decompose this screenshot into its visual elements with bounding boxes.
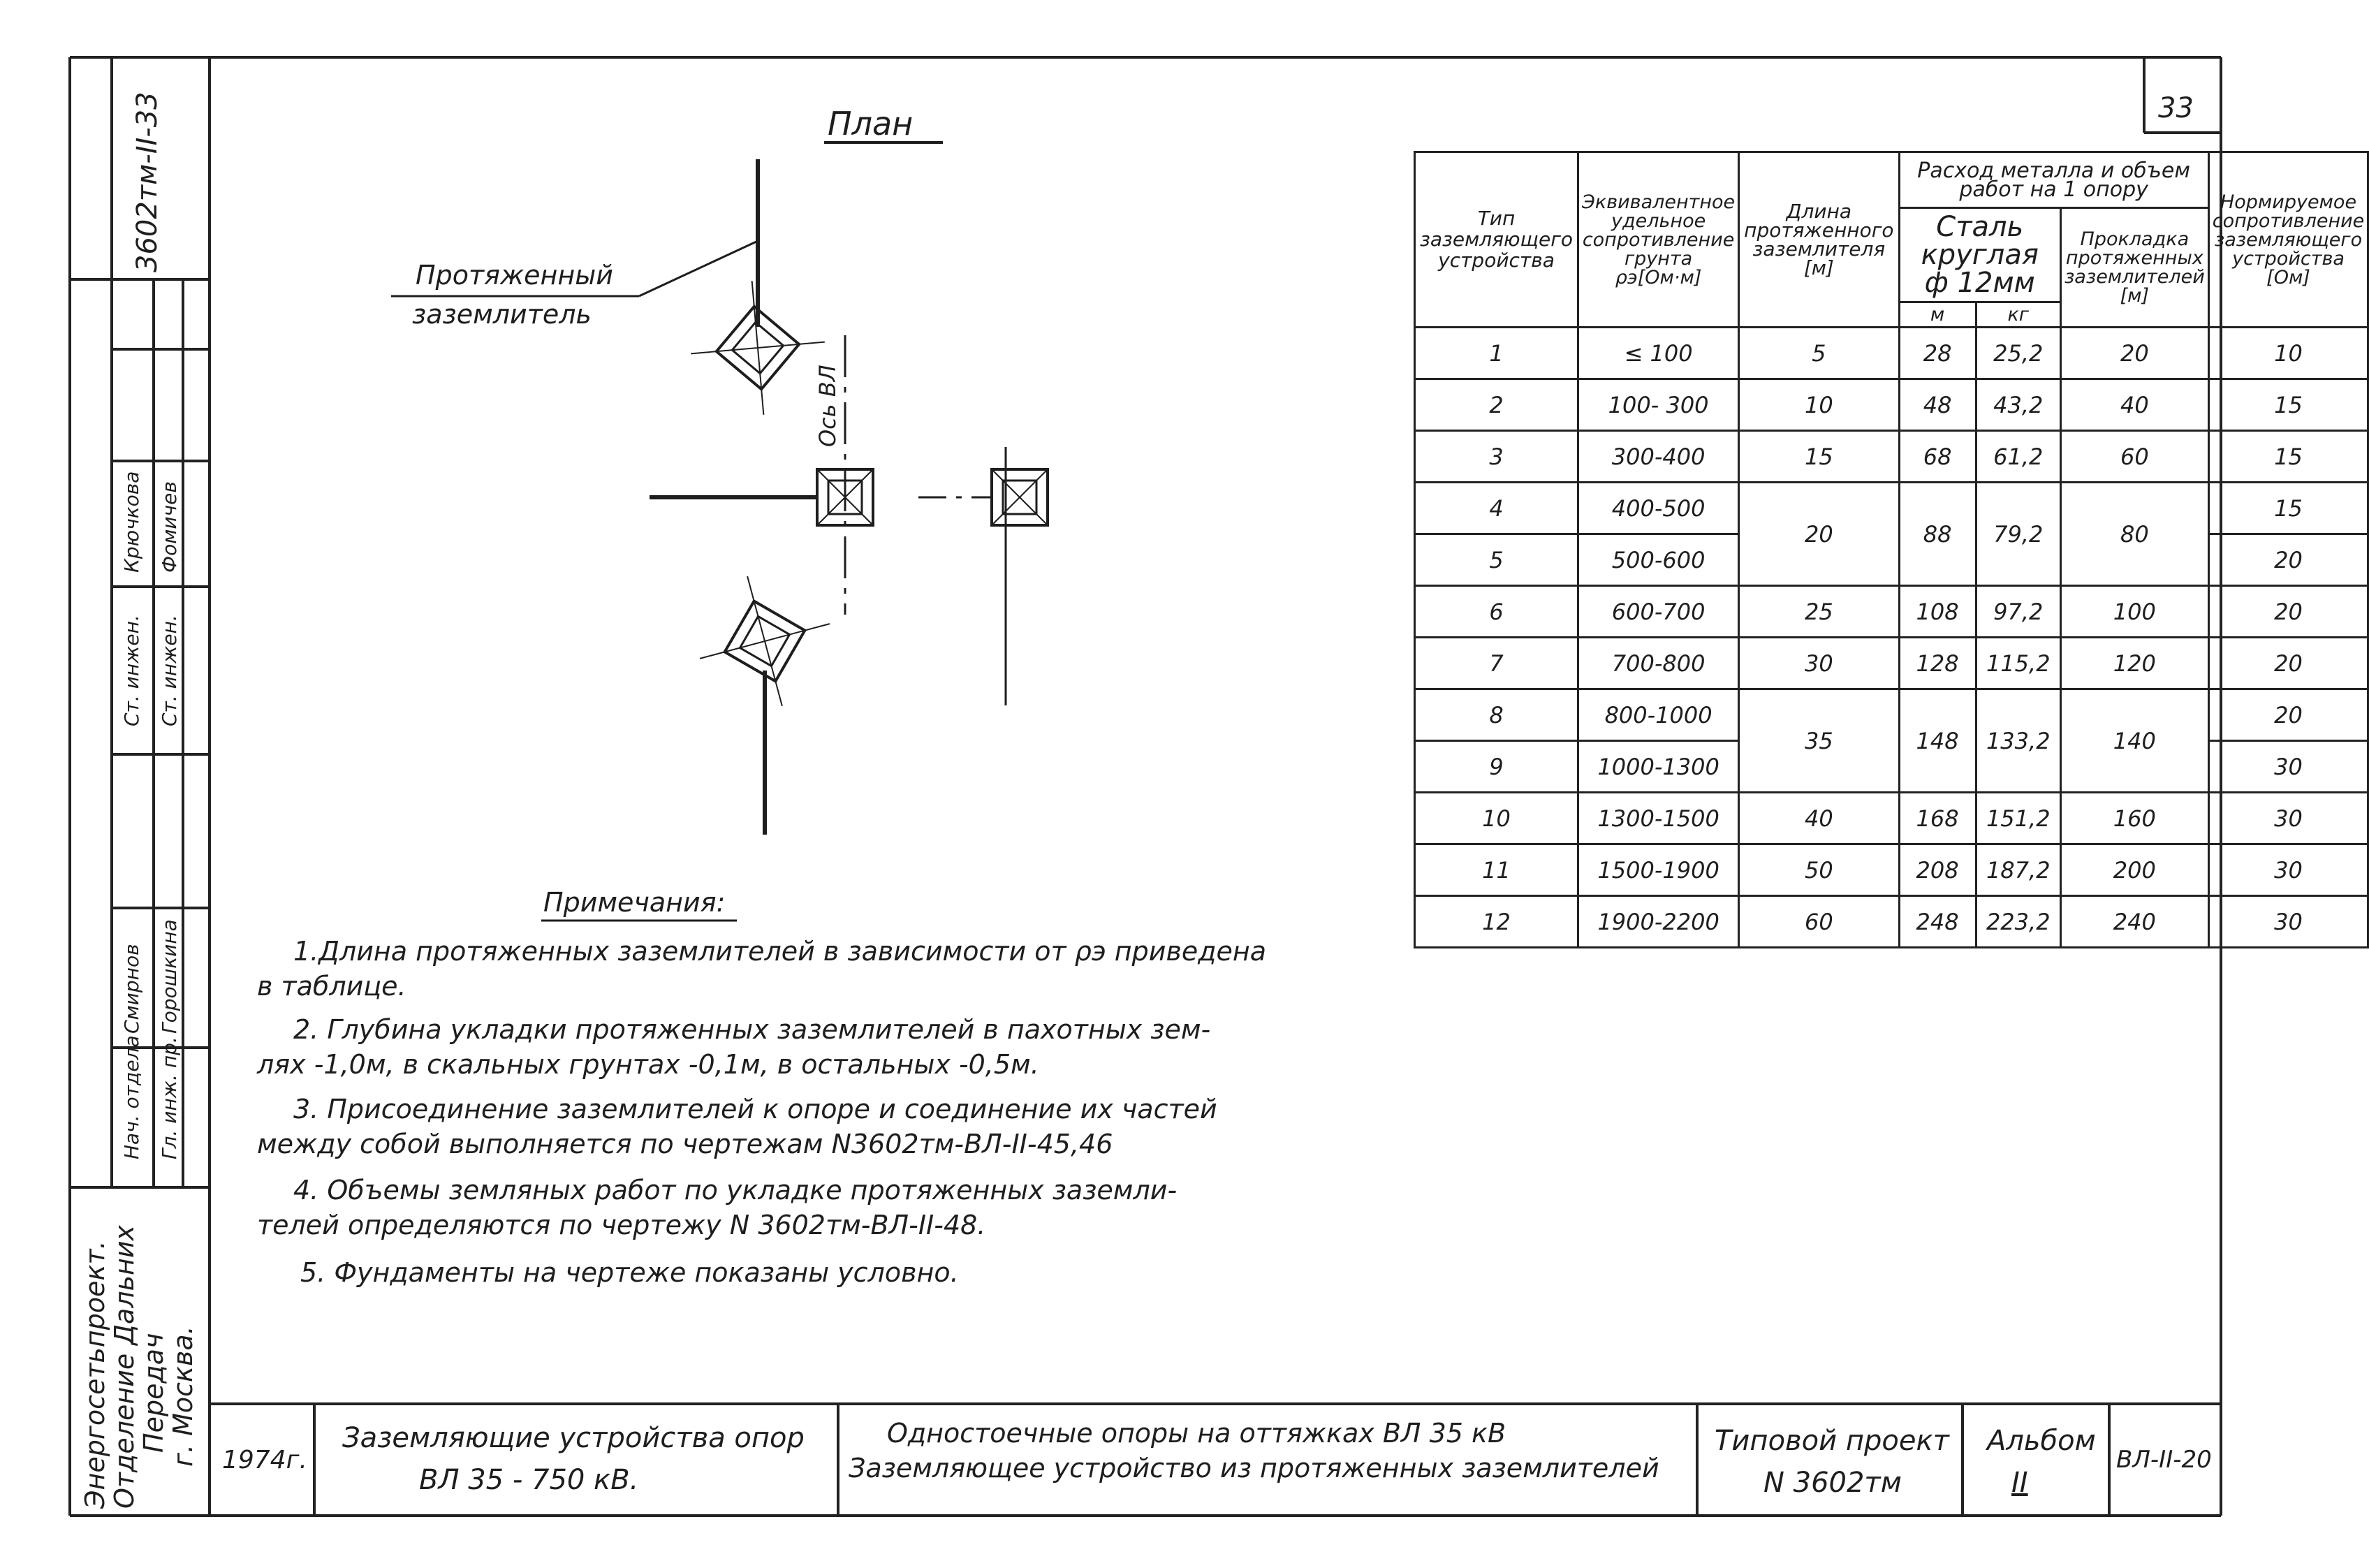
cell-rho: 300-400 [1578, 431, 1739, 483]
cell-steel-kg: 43,2 [1976, 379, 2060, 431]
header-resistivity: Эквивалентное удельное сопротивление грунта ρэ[Ом·м] [1578, 152, 1739, 328]
cell-laying: 240 [2060, 896, 2208, 948]
org-line-4: г. Москва. [168, 1326, 198, 1467]
note-3b: между собой выполняется по чертежам N3602тм-ВЛ-II-45,46 [257, 1129, 1113, 1159]
series-title-line-2: ВЛ 35 - 750 кВ. [419, 1464, 639, 1496]
cell-rho: ≤ 100 [1578, 328, 1739, 379]
cell-laying: 100 [2060, 586, 2208, 638]
cell-laying: 40 [2060, 379, 2208, 431]
note-2a: 2. Глубина укладки протяженных заземлителей в пахотных зем- [293, 1014, 1211, 1045]
cell-type: 6 [1415, 586, 1578, 638]
notes-title: Примечания: [543, 887, 726, 918]
header-type: Тип заземляющего устройства [1415, 152, 1578, 328]
axis-label: Ось ВЛ [814, 365, 841, 447]
cell-laying: 200 [2060, 844, 2208, 896]
org-line-2: Отделение Дальних [109, 1224, 140, 1509]
cell-resistance: 30 [2208, 896, 2368, 948]
role-3: Ст. инжен. [120, 615, 143, 726]
cell-length: 5 [1739, 328, 1899, 379]
cell-rho: 1900-2200 [1578, 896, 1739, 948]
cell-resistance: 30 [2208, 793, 2368, 844]
cell-type: 11 [1415, 844, 1578, 896]
cell-steel-m: 168 [1899, 793, 1976, 844]
project-line-1: Типовой проект [1715, 1425, 1949, 1457]
electrode-label-line-1: Протяженный [416, 260, 613, 291]
cell-type: 8 [1415, 689, 1578, 741]
cell-steel-m: 108 [1899, 586, 1976, 638]
role-2: Гл. инж. пр. [158, 1036, 181, 1159]
cell-steel-m: 28 [1899, 328, 1976, 379]
cell-rho: 800-1000 [1578, 689, 1739, 741]
cell-rho: 1500-1900 [1578, 844, 1739, 896]
cell-rho: 1300-1500 [1578, 793, 1739, 844]
note-1a: 1.Длина протяженных заземлителей в зависимости от ρэ приведена [293, 936, 1267, 967]
cell-type: 2 [1415, 379, 1578, 431]
cell-type: 4 [1415, 483, 1578, 534]
cell-resistance: 20 [2208, 638, 2368, 689]
header-laying: Прокладка протяженных заземлителей [м] [2060, 208, 2208, 328]
cell-rho: 100- 300 [1578, 379, 1739, 431]
grounding-spec-table [1414, 151, 2369, 948]
name-1: Смирнов [120, 944, 143, 1034]
cell-type: 9 [1415, 741, 1578, 793]
cell-steel-kg: 79,2 [1976, 483, 2060, 586]
project-line-2: N 3602тм [1763, 1467, 1902, 1499]
cell-type: 3 [1415, 431, 1578, 483]
cell-steel-m: 88 [1899, 483, 1976, 586]
cell-steel-m: 248 [1899, 896, 1976, 948]
cell-steel-kg: 187,2 [1976, 844, 2060, 896]
cell-steel-m: 208 [1899, 844, 1976, 896]
cell-resistance: 15 [2208, 431, 2368, 483]
cell-steel-m: 48 [1899, 379, 1976, 431]
cell-length: 35 [1739, 689, 1899, 793]
header-steel-kg: кг [1976, 302, 2060, 328]
cell-length: 30 [1739, 638, 1899, 689]
sheet-number: 33 [2158, 92, 2194, 124]
cell-resistance: 15 [2208, 379, 2368, 431]
sheet-code: ВЛ-II-20 [2116, 1446, 2212, 1474]
cell-length: 25 [1739, 586, 1899, 638]
cell-resistance: 20 [2208, 689, 2368, 741]
cell-resistance: 20 [2208, 534, 2368, 586]
name-2: Горошкина [158, 919, 181, 1034]
drawing-code: 3602тм-II-33 [131, 91, 163, 272]
cell-length: 10 [1739, 379, 1899, 431]
album-value: II [2011, 1467, 2028, 1499]
header-steel: Сталь круглая ф 12мм [1899, 208, 2060, 302]
cell-steel-m: 148 [1899, 689, 1976, 793]
cell-type: 1 [1415, 328, 1578, 379]
header-norm-resistance: Нормируемое сопротивление заземляющего устройства [Ом] [2208, 152, 2368, 328]
subject-line-2: Заземляющее устройство из протяженных заземлителей [849, 1453, 1659, 1483]
cell-rho: 700-800 [1578, 638, 1739, 689]
year: 1974г. [222, 1446, 307, 1474]
cell-rho: 500-600 [1578, 534, 1739, 586]
cell-resistance: 15 [2208, 483, 2368, 534]
cell-laying: 160 [2060, 793, 2208, 844]
cell-type: 12 [1415, 896, 1578, 948]
name-3: Крючкова [120, 471, 143, 573]
note-5: 5. Фундаменты на чертеже показаны условно. [300, 1257, 959, 1288]
note-1b: в таблице. [257, 971, 406, 1002]
cell-resistance: 30 [2208, 844, 2368, 896]
note-3a: 3. Присоединение заземлителей к опоре и соединение их частей [293, 1094, 1217, 1124]
cell-steel-kg: 133,2 [1976, 689, 2060, 793]
cell-steel-kg: 61,2 [1976, 431, 2060, 483]
cell-resistance: 20 [2208, 586, 2368, 638]
cell-steel-kg: 25,2 [1976, 328, 2060, 379]
cell-laying: 140 [2060, 689, 2208, 793]
cell-type: 7 [1415, 638, 1578, 689]
header-metal-group: Расход металла и объем работ на 1 опору [1899, 152, 2208, 208]
cell-laying: 20 [2060, 328, 2208, 379]
name-4: Фомичев [158, 481, 181, 573]
cell-length: 15 [1739, 431, 1899, 483]
cell-steel-m: 68 [1899, 431, 1976, 483]
cell-steel-m: 128 [1899, 638, 1976, 689]
cell-laying: 60 [2060, 431, 2208, 483]
series-title-line-1: Заземляющие устройства опор [342, 1422, 805, 1454]
cell-length: 40 [1739, 793, 1899, 844]
cell-length: 20 [1739, 483, 1899, 586]
cell-rho: 1000-1300 [1578, 741, 1739, 793]
role-1: Нач. отдела [120, 1035, 143, 1159]
cell-type: 5 [1415, 534, 1578, 586]
cell-steel-kg: 151,2 [1976, 793, 2060, 844]
plan-title: План [828, 105, 914, 142]
note-4b: телей определяются по чертежу N 3602тм-ВЛ-II-48. [257, 1210, 986, 1240]
cell-length: 50 [1739, 844, 1899, 896]
cell-rho: 400-500 [1578, 483, 1739, 534]
note-4a: 4. Объемы земляных работ по укладке протяженных заземли- [293, 1175, 1178, 1206]
subject-line-1: Одностоечные опоры на оттяжках ВЛ 35 кВ [887, 1418, 1506, 1449]
cell-steel-kg: 223,2 [1976, 896, 2060, 948]
note-2b: лях -1,0м, в скальных грунтах -0,1м, в остальных -0,5м. [257, 1049, 1039, 1080]
org-line-1: Энергосетьпроект. [80, 1240, 110, 1509]
org-line-3: Передач [138, 1333, 169, 1453]
cell-length: 60 [1739, 896, 1899, 948]
header-steel-m: м [1899, 302, 1976, 328]
electrode-label-line-2: заземлитель [412, 299, 592, 330]
cell-steel-kg: 115,2 [1976, 638, 2060, 689]
cell-resistance: 30 [2208, 741, 2368, 793]
cell-laying: 120 [2060, 638, 2208, 689]
cell-rho: 600-700 [1578, 586, 1739, 638]
cell-type: 10 [1415, 793, 1578, 844]
album-label: Альбом [1987, 1425, 2096, 1457]
cell-steel-kg: 97,2 [1976, 586, 2060, 638]
cell-resistance: 10 [2208, 328, 2368, 379]
cell-laying: 80 [2060, 483, 2208, 586]
header-length: Длина протяженного заземлителя [м] [1739, 152, 1899, 328]
role-4: Ст. инжен. [158, 615, 181, 726]
